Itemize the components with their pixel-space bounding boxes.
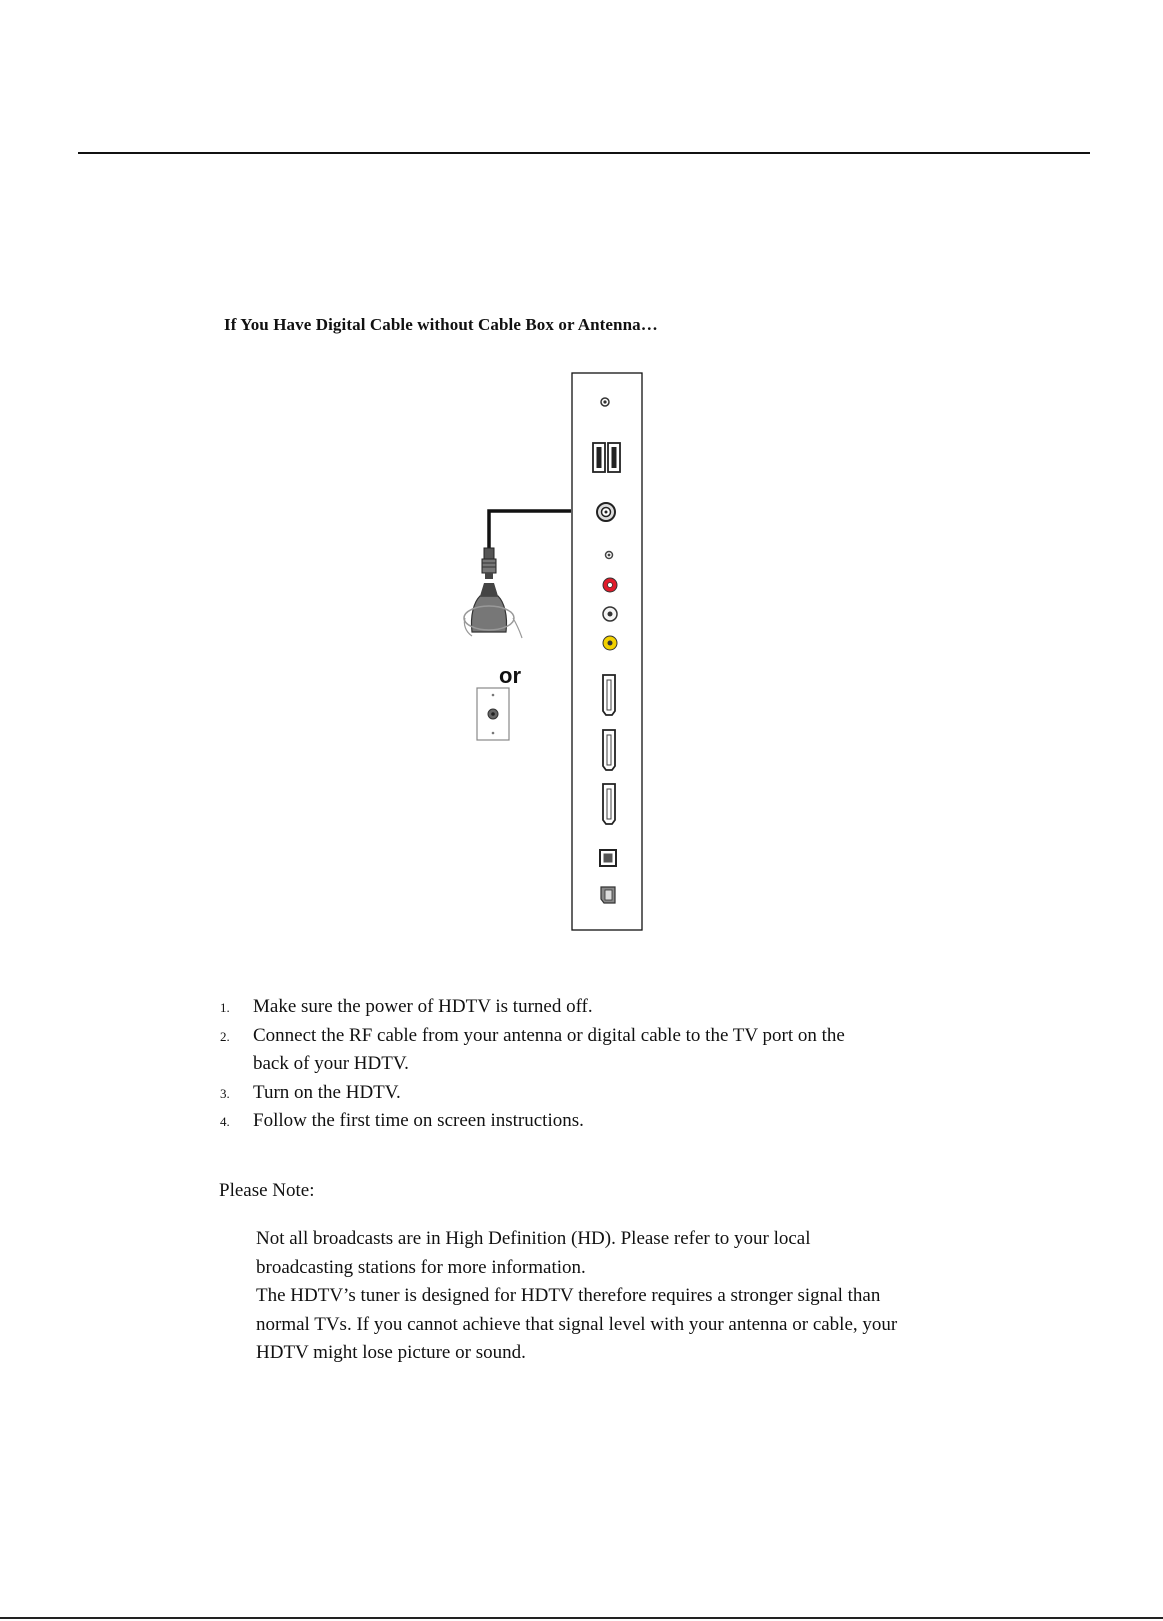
optical-port-icon [600, 850, 616, 866]
note-line: broadcasting stations for more information. [256, 1256, 586, 1278]
connection-diagram [460, 370, 660, 932]
wall-outlet-icon [477, 688, 509, 740]
step-number: 2. [220, 1028, 230, 1044]
rca-white-port-icon [603, 607, 617, 621]
step-item [220, 1079, 845, 1108]
rca-yellow-port-icon [603, 636, 617, 650]
step-item [220, 993, 845, 1022]
hdmi-port-2-icon [603, 730, 615, 770]
note-line: normal TVs. If you cannot achieve that signal level with your antenna or cable, your [256, 1313, 898, 1335]
or-label: or [499, 663, 521, 688]
hdmi-port-1-icon [603, 675, 615, 715]
note-line: Not all broadcasts are in High Definition (HD). Please refer to your local [256, 1228, 811, 1249]
note-title: Please Note: [219, 1180, 315, 1201]
coax-plug-icon [482, 548, 496, 579]
step-text: Follow the first time on screen instructions. [253, 1110, 584, 1131]
step-number: 3. [220, 1085, 230, 1101]
step-text-continued: back of your HDTV. [253, 1053, 409, 1074]
step-text: Turn on the HDTV. [253, 1081, 401, 1103]
step-item [220, 1107, 845, 1136]
step-number: 4. [220, 1114, 230, 1129]
rf-cable-line [489, 511, 571, 550]
step-number: 1. [220, 1000, 230, 1015]
header-rule [78, 152, 1090, 154]
footer-rule [0, 1617, 1163, 1619]
notes-block [256, 1225, 956, 1368]
hdmi-port-3-icon [603, 784, 615, 824]
ethernet-port-icon [601, 887, 615, 903]
instruction-steps [220, 993, 845, 1136]
step-text: Connect the RF cable from your antenna or digital cable to the TV port on the [253, 1024, 845, 1046]
antenna-icon [464, 583, 522, 638]
step-text: Make sure the power of HDTV is turned off. [253, 996, 593, 1017]
rf-coax-port-icon [597, 503, 615, 521]
rca-red-port-icon [603, 578, 617, 592]
section-heading: If You Have Digital Cable without Cable Box or Antenna… [224, 315, 658, 334]
note-line: HDTV might lose picture or sound. [256, 1342, 526, 1363]
tv-side-panel [572, 373, 642, 930]
note-line: The HDTV’s tuner is designed for HDTV therefore requires a stronger signal than [256, 1285, 881, 1306]
step-item [220, 1022, 845, 1079]
